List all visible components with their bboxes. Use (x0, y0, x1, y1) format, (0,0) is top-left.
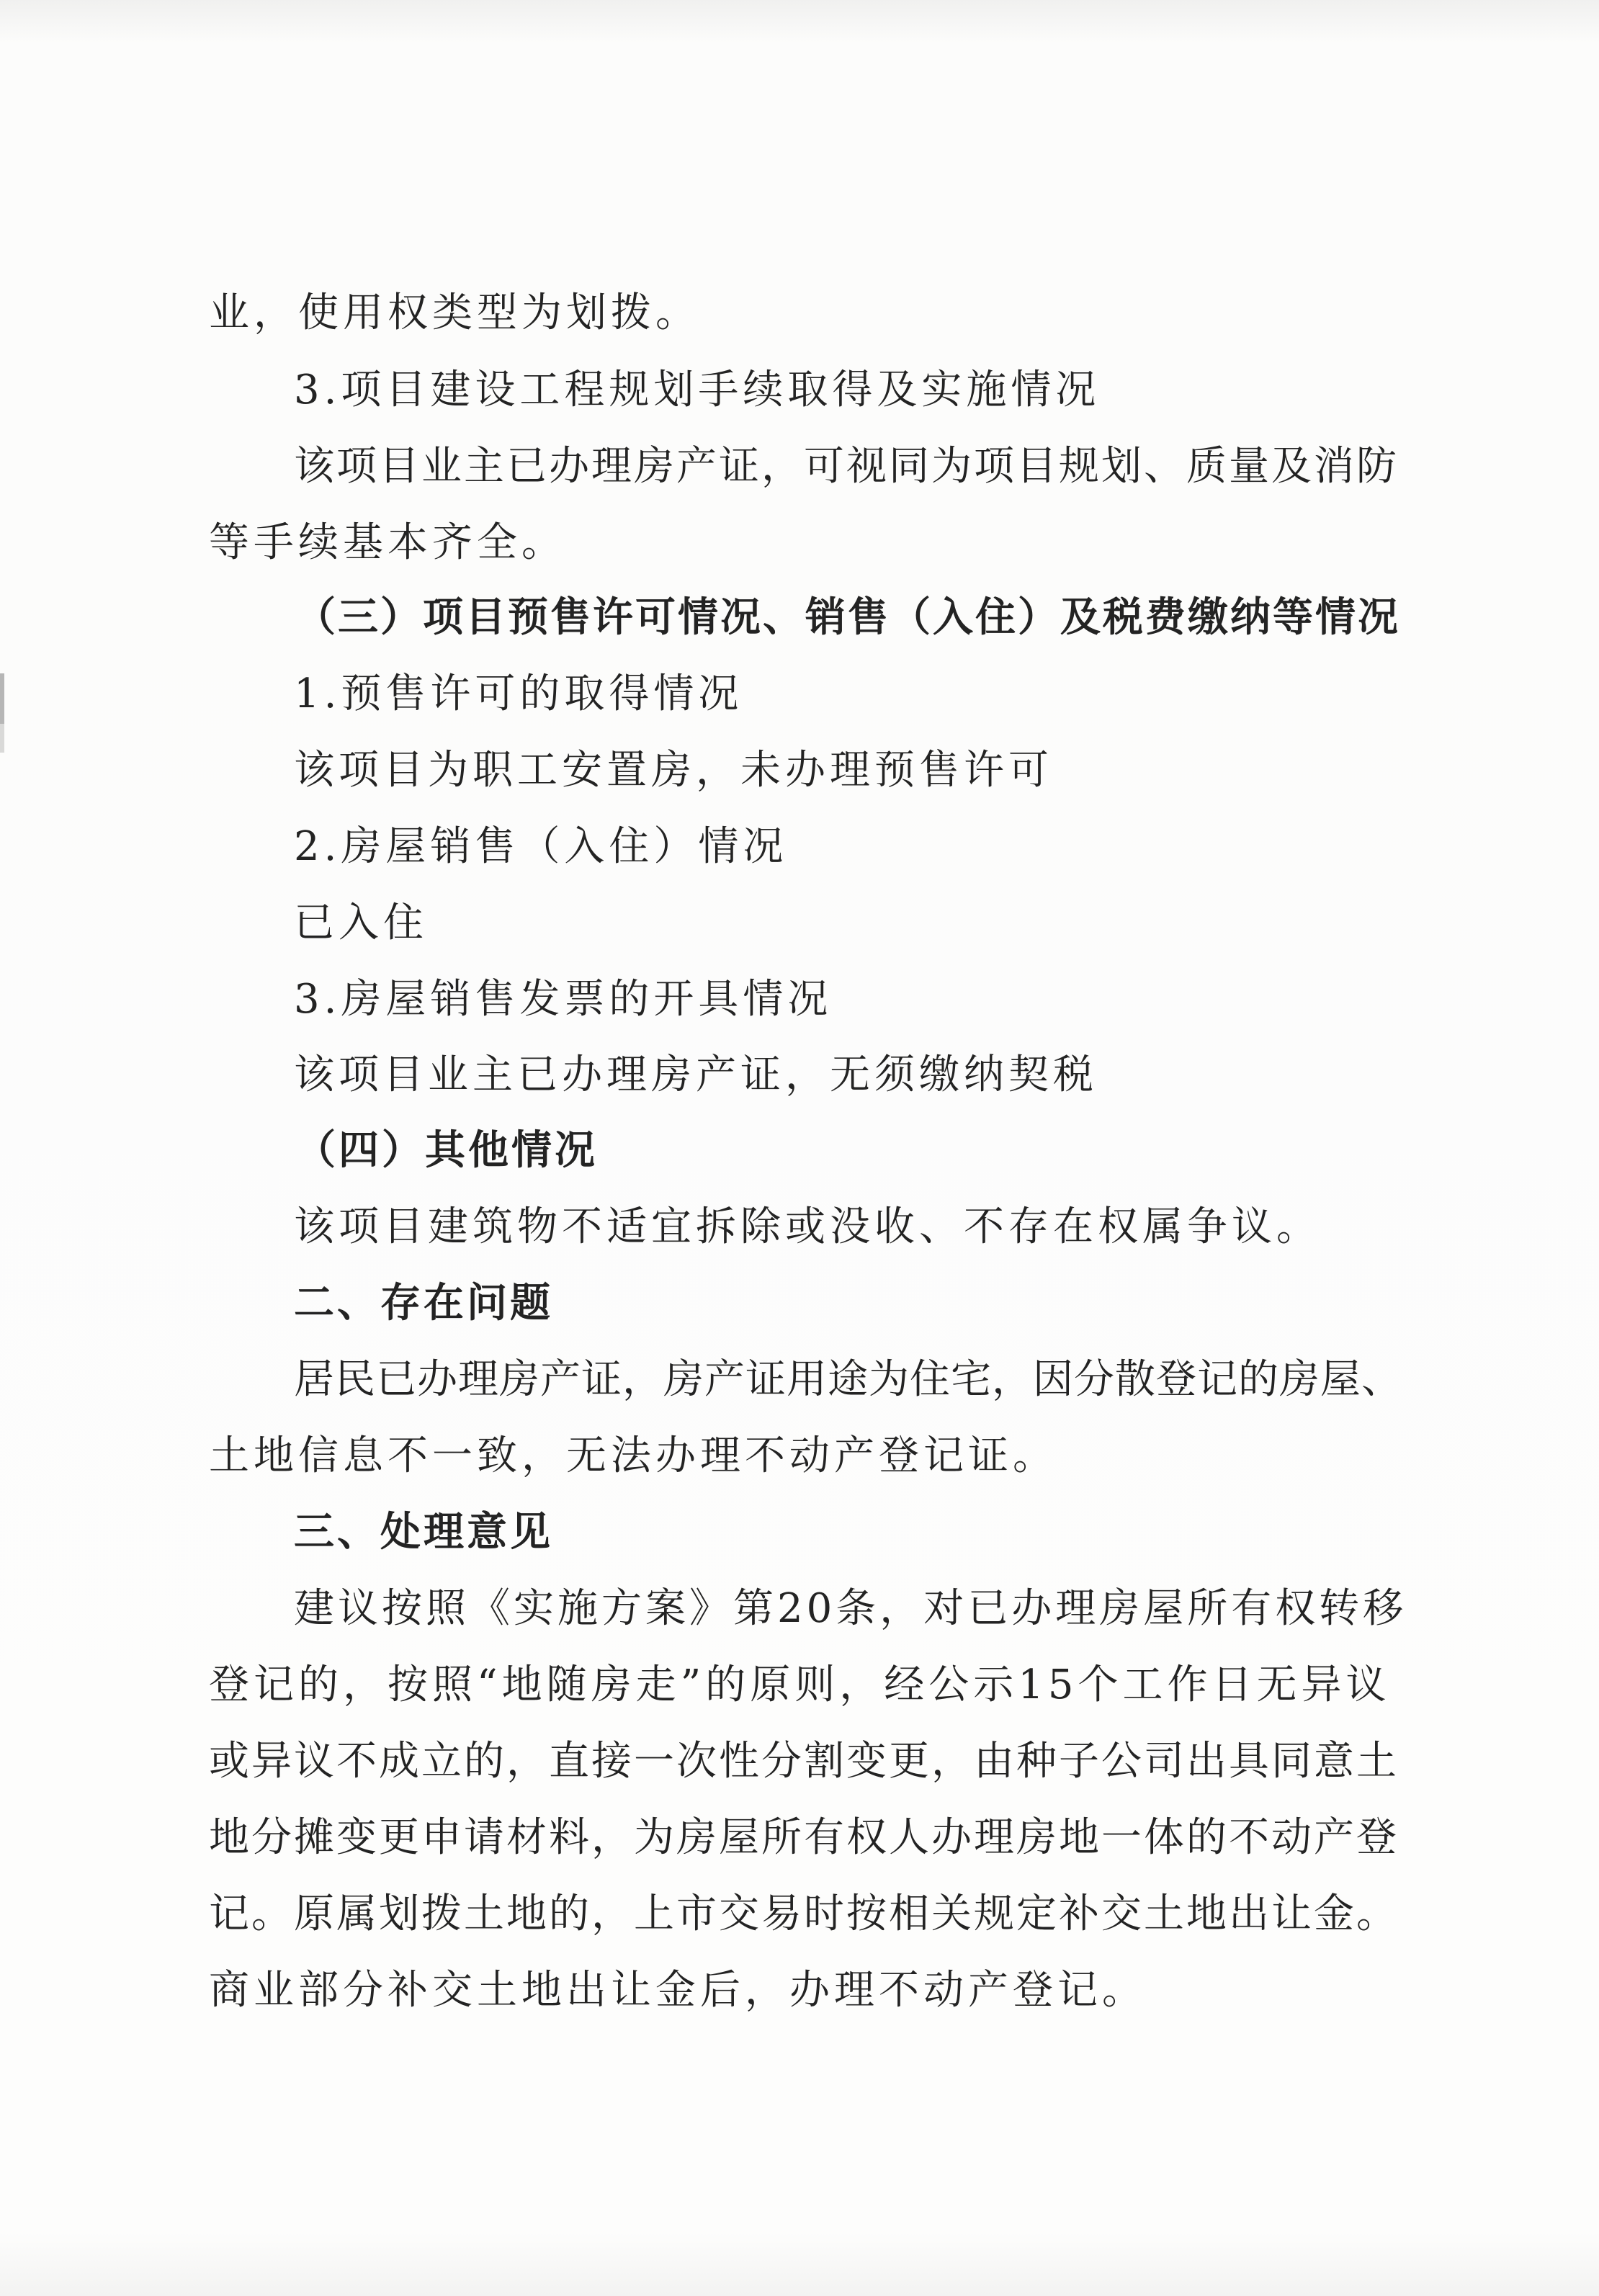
body-text-line: 或异议不成立的，直接一次性分割变更，由种子公司出具同意土 (209, 1738, 1399, 1785)
body-text-line: 土地信息不一致，无法办理不动产登记证。 (209, 1432, 1057, 1479)
section-heading: （三）项目预售许可情况、销售（入住）及税费缴纳等情况 (295, 594, 1400, 641)
scan-edge-mark (0, 673, 4, 724)
body-text-line: 记。原属划拨土地的，上市交易时按相关规定补交土地出让金。 (209, 1891, 1399, 1937)
section-heading: （四）其他情况 (295, 1127, 598, 1174)
section-item-heading: 2.房屋销售（入住）情况 (294, 823, 788, 870)
body-text-line: 商业部分补交土地出让金后，办理不动产登记。 (209, 1967, 1147, 2014)
chapter-heading: 三、处理意见 (294, 1509, 553, 1556)
body-text-line: 建议按照《实施方案》第20条，对已办理房屋所有权转移 (294, 1585, 1407, 1632)
body-text-line: 该项目建筑物不适宜拆除或没收、不存在权属争议。 (294, 1203, 1321, 1250)
body-text-line: 已入住 (294, 900, 428, 946)
body-text-line: 等手续基本齐全。 (209, 519, 566, 566)
body-text-line: 地分摊变更申请材料，为房屋所有权人办理房地一体的不动产登 (209, 1814, 1399, 1861)
body-text-line: 该项目为职工安置房，未办理预售许可 (294, 747, 1053, 794)
section-item-heading: 3.项目建设工程规划手续取得及实施情况 (294, 367, 1101, 413)
body-text-line: 登记的，按照“地随房走”的原则，经公示15个工作日无异议 (209, 1662, 1391, 1708)
body-text-line: 该项目业主已办理房产证，无须缴纳契税 (294, 1051, 1098, 1098)
body-text-line: 居民已办理房产证，房产证用途为住宅，因分散登记的房屋、 (294, 1356, 1402, 1403)
scan-edge-mark (0, 724, 4, 753)
chapter-heading: 二、存在问题 (294, 1280, 553, 1327)
body-text-line: 业，使用权类型为划拨。 (209, 290, 700, 336)
body-text-line: 该项目业主已办理房产证，可视同为项目规划、质量及消防 (294, 443, 1399, 490)
section-item-heading: 3.房屋销售发票的开具情况 (294, 976, 833, 1023)
section-item-heading: 1.预售许可的取得情况 (294, 671, 743, 717)
